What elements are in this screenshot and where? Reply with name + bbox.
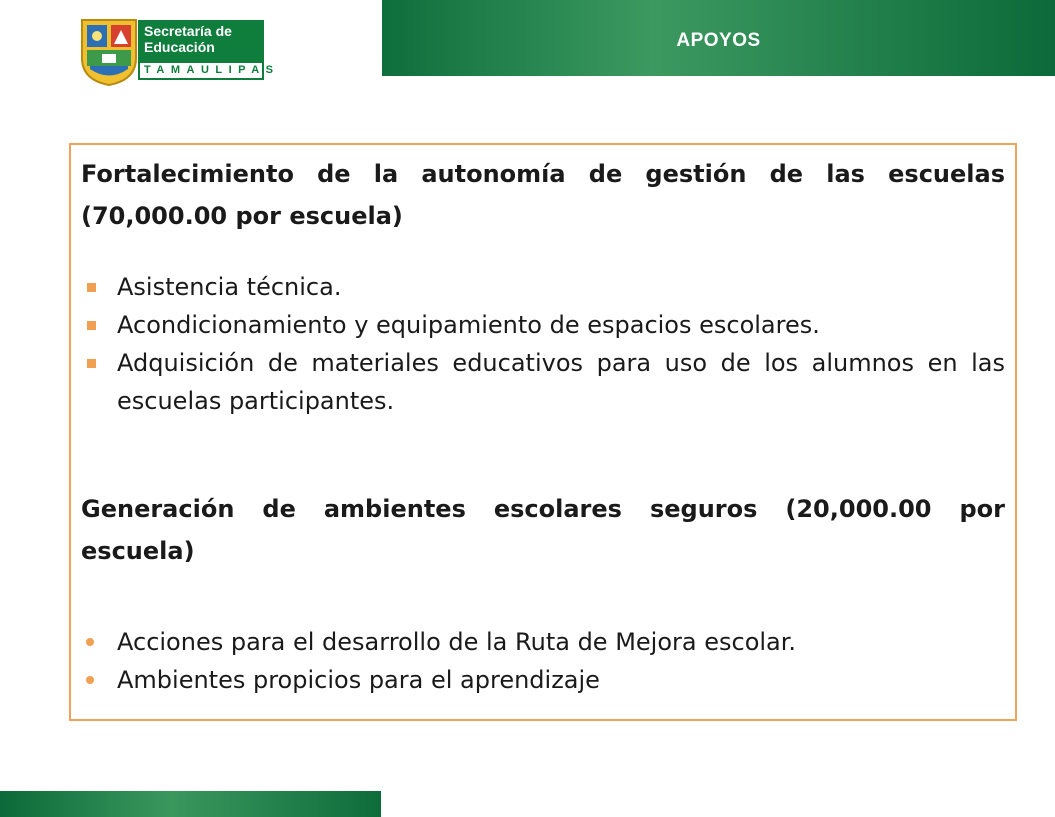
list-item	[81, 623, 1005, 661]
bullet-list-autonomia	[81, 268, 1005, 420]
dot-bullet-icon	[86, 676, 94, 684]
page-title: APOYOS	[676, 30, 761, 51]
list-item-text: Ambientes propicios para el aprendizaje	[117, 666, 600, 694]
square-bullet-icon	[87, 283, 96, 292]
logo-text-secretaria: Secretaría de	[144, 23, 232, 39]
footer-bar	[0, 791, 381, 817]
logo-plate	[138, 20, 280, 80]
section-heading-ambientes: Generación de ambientes escolares seguros (20,000.00 por escuela)	[81, 495, 1005, 565]
dot-bullet-icon	[86, 638, 94, 646]
title-banner	[382, 0, 1055, 76]
list-item	[81, 344, 1005, 420]
list-item-text: Acondicionamiento y equipamiento de espacios escolares.	[117, 311, 820, 339]
square-bullet-icon	[87, 321, 96, 330]
list-item-text: Asistencia técnica.	[117, 273, 342, 301]
bullet-list-ambientes	[81, 623, 1005, 699]
list-item	[81, 306, 1005, 344]
content-box	[69, 143, 1017, 721]
list-item-text: Adquisición de materiales educativos para uso de los alumnos en las escuelas participantes.	[117, 349, 1005, 415]
secretaria-educacion-logo	[78, 14, 280, 86]
list-item-text: Acciones para el desarrollo de la Ruta de Mejora escolar.	[117, 628, 797, 656]
coat-of-arms-icon	[78, 14, 140, 86]
list-item	[81, 661, 1005, 699]
square-bullet-icon	[87, 359, 96, 368]
logo-text-educacion: Educación	[144, 39, 215, 55]
list-item	[81, 268, 1005, 306]
logo-text-state: TAMAULIPAS	[138, 61, 264, 80]
section-heading-autonomia: Fortalecimiento de la autonomía de gestión de las escuelas (70,000.00 por escuela)	[81, 160, 1005, 230]
